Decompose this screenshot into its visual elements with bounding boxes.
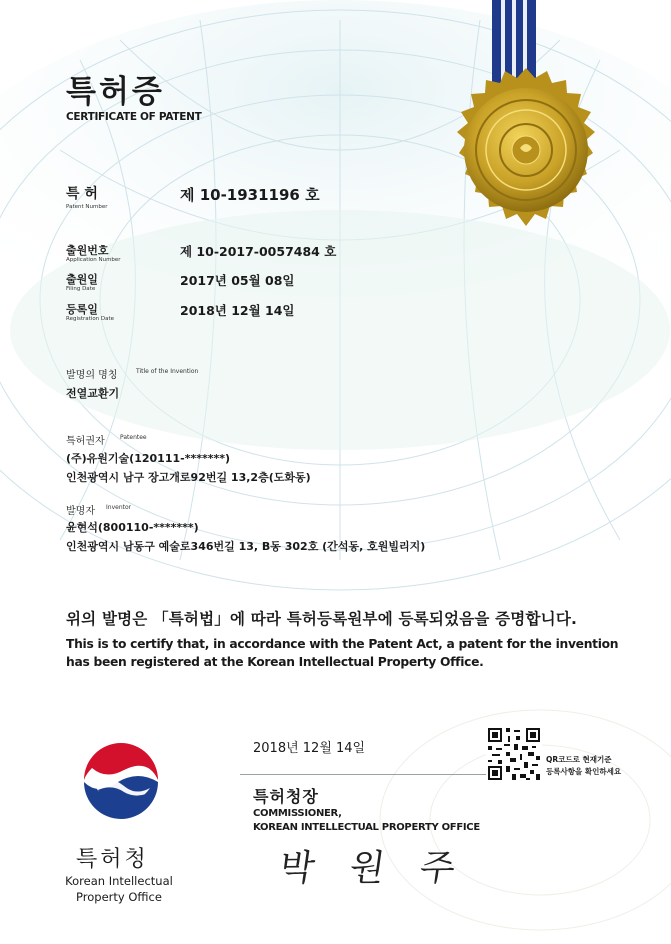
patent-number-label-en: Patent Number [66, 204, 108, 210]
filing-date-value: 2017년 05월 08일 [180, 273, 295, 288]
registration-date-label-en: Registration Date [66, 316, 115, 322]
certificate-title: 특허증 [66, 74, 165, 110]
commissioner-title-en-2: KOREAN INTELLECTUAL PROPERTY OFFICE [253, 822, 480, 833]
inventor-name: 윤현석(800110-*******) [66, 521, 199, 534]
filing-date-label-en: Filing Date [66, 286, 96, 292]
qr-code-icon[interactable] [486, 726, 542, 782]
kipo-logo-icon [76, 740, 166, 830]
patent-number-value: 제 10-1931196 호 [180, 186, 320, 204]
patent-number-label: 특 허 [66, 186, 98, 202]
application-number-value: 제 10-2017-0057484 호 [180, 244, 337, 259]
certification-text-en-1: This is to certify that, in accordance with the Patent Act, a patent for the invention [66, 637, 619, 651]
logo-name-ko: 특허청 [76, 847, 149, 872]
certification-text-ko: 위의 발명은 「특허법」에 따라 특허등록원부에 등록되었음을 증명합니다. [66, 610, 578, 628]
registration-date-label: 등록일 [66, 303, 98, 316]
patentee-name: (주)유원기술(120111-*******) [66, 452, 230, 465]
inventor-label: 발명자 [66, 506, 95, 517]
inventor-address: 인천광역시 남동구 예술로346번길 13, B동 302호 (간석동, 호원빌리지) [66, 540, 426, 553]
commissioner-signature: 박 원 주 [276, 848, 470, 889]
certification-text-en-2: has been registered at the Korean Intellectual Property Office. [66, 655, 484, 669]
inventor-label-en: Inventor [106, 504, 132, 511]
certificate-title-en: CERTIFICATE OF PATENT [66, 111, 202, 123]
invention-label-en: Title of the Invention [136, 368, 199, 375]
invention-label: 발명의 명칭 [66, 370, 118, 381]
invention-title: 전열교환기 [66, 387, 120, 400]
patentee-label: 특허권자 [66, 436, 105, 447]
filing-date-label: 출원일 [66, 273, 98, 286]
application-number-label: 출원번호 [66, 244, 109, 257]
issue-date: 2018년 12월 14일 [253, 741, 366, 756]
commissioner-title-en-1: COMMISSIONER, [253, 808, 342, 819]
logo-name-en-2: Property Office [76, 890, 162, 904]
commissioner-title-ko: 특허청장 [253, 787, 319, 806]
patentee-label-en: Patentee [120, 434, 147, 441]
qr-note-2: 등록사항을 확인하세요 [546, 767, 622, 776]
qr-note-1: QR코드로 현재기준 [546, 755, 612, 764]
logo-name-en-1: Korean Intellectual [65, 874, 173, 888]
patentee-address: 인천광역시 남구 장고개로92번길 13,2층(도화동) [66, 471, 311, 484]
registration-date-value: 2018년 12월 14일 [180, 303, 295, 318]
application-number-label-en: Application Number [66, 257, 121, 263]
